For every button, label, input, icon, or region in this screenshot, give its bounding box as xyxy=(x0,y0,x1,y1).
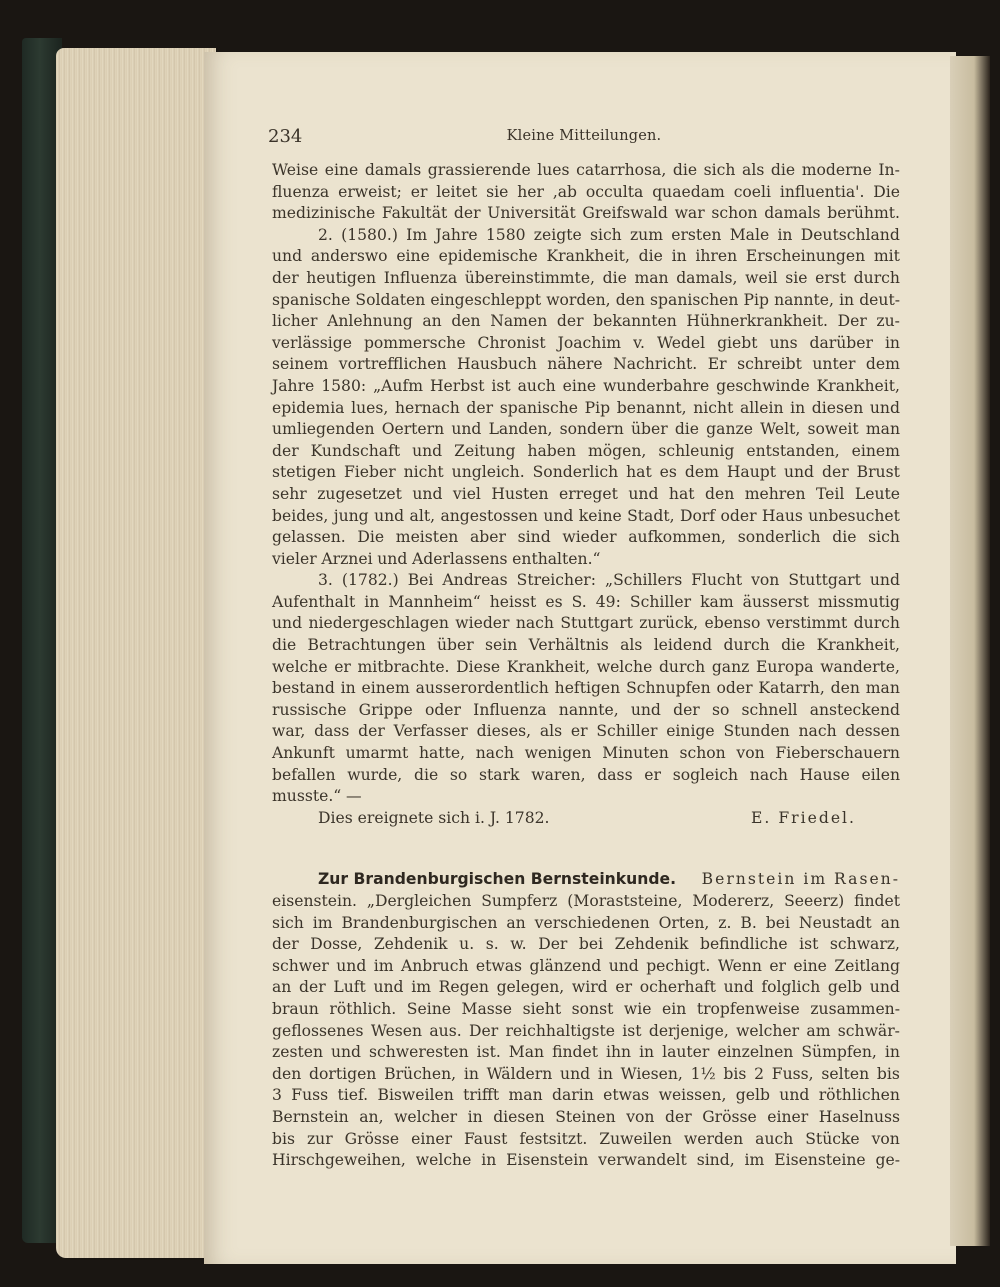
article-heading: Zur Brandenburgischen Bernsteinkunde. xyxy=(318,870,677,889)
text-line: den dortigen Brüchen, in Wäldern und in Wiesen, 1½ bis 2 Fuss, selten bis xyxy=(272,1064,900,1083)
text-line: Bernstein an, welcher in diesen Steinen von der Grösse einer Haselnuss xyxy=(272,1107,900,1126)
article-heading-line xyxy=(272,869,900,891)
text-line: Jahre 1580: „Aufm Herbst ist auch eine wunderbahre geschwinde Krankheit, xyxy=(272,376,900,395)
text-line: sehr zugesetzet und viel Husten erreget und hat den mehren Teil Leute xyxy=(272,484,900,503)
text-line: umliegenden Oertern und Landen, sondern über die ganze Welt, soweit man xyxy=(272,420,900,439)
closing-text: Dies ereignete sich i. J. 1782. xyxy=(318,808,550,827)
text-line: stetigen Fieber nicht ungleich. Sonderlich hat es dem Haupt und der Brust xyxy=(272,463,900,482)
text-line: und niedergeschlagen wieder nach Stuttgart zurück, ebenso verstimmt durch xyxy=(272,614,900,633)
facing-page-edge xyxy=(950,56,990,1246)
text-line: war, dass der Verfasser dieses, als er Schiller einige Stunden nach dessen xyxy=(272,722,900,741)
text-line: braun röthlich. Seine Masse sieht sonst wie ein tropfenweise zusammen- xyxy=(272,999,900,1018)
page-number: 234 xyxy=(268,126,303,147)
text-line: musste.“ — xyxy=(272,787,362,806)
text-line: epidemia lues, hernach der spanische Pip benannt, nicht allein in diesen und xyxy=(272,398,900,417)
text-line: verlässige pommersche Chronist Joachim v. Wedel giebt uns darüber in xyxy=(272,333,900,352)
text-line: medizinische Fakultät der Universität Greifswald war schon damals berühmt. xyxy=(272,204,900,223)
text-line: der heutigen Influenza übereinstimmte, die man damals, weil sie erst durch xyxy=(272,268,900,287)
page-header xyxy=(268,126,900,152)
text-line: sich im Brandenburgischen an verschiedenen Orten, z. B. bei Neustadt an xyxy=(272,913,900,932)
text-line: licher Anlehnung an den Namen der bekannten Hühnerkrankheit. Der zu- xyxy=(272,312,900,331)
text-line: seinem vortrefflichen Hausbuch nähere Nachricht. Er schreibt unter dem xyxy=(272,355,900,374)
text-line: gelassen. Die meisten aber sind wieder aufkommen, sonderlich die sich xyxy=(272,528,900,547)
text-line: eisenstein. „Dergleichen Sumpferz (Moraststeine, Modererz, Seeerz) findet xyxy=(272,892,900,910)
text-line: und anderswo eine epidemische Krankheit, die in ihren Erscheinungen mit xyxy=(272,247,900,266)
text-line: zesten und schweresten ist. Man findet ihn in lauter einzelnen Sümpfen, in xyxy=(272,1043,900,1062)
closing-line xyxy=(272,808,900,830)
text-line: Ankunft umarmt hatte, nach wenigen Minuten schon von Fieberschauern xyxy=(272,744,900,763)
text-line: geflossenes Wesen aus. Der reichhaltigste ist derjenige, welcher am schwär- xyxy=(272,1021,900,1040)
text-line: bis zur Grösse einer Faust festsitzt. Zuweilen werden auch Stücke von xyxy=(272,1129,900,1148)
running-head: Kleine Mitteilungen. xyxy=(506,128,662,144)
text-line: bestand in einem ausserordentlich heftigen Schnupfen oder Katarrh, den man xyxy=(272,679,900,698)
text-line: der Kundschaft und Zeitung haben mögen, schleunig entstanden, einem xyxy=(272,441,900,460)
text-line: beides, jung und alt, angestossen und keine Stadt, Dorf oder Haus unbesuchet xyxy=(272,506,900,525)
text-line: an der Luft und im Regen gelegen, wird er ocherhaft und folglich gelb und xyxy=(272,978,900,997)
text-line: 3. (1782.) Bei Andreas Streicher: „Schillers Flucht von Stuttgart und xyxy=(318,571,900,590)
text-line: welche er mitbrachte. Diese Krankheit, welche durch ganz Europa wanderte, xyxy=(272,657,900,676)
page-stack-edges xyxy=(56,48,216,1258)
text-line: 2. (1580.) Im Jahre 1580 zeigte sich zum ersten Male in Deutschland xyxy=(318,225,900,244)
text-line: der Dosse, Zehdenik u. s. w. Der bei Zehdenik befindliche ist schwarz, xyxy=(272,935,900,954)
text-line: befallen wurde, die so stark waren, dass er sogleich nach Hause eilen xyxy=(272,765,900,784)
text-line: Hirschgeweihen, welche in Eisenstein verwandelt sind, im Eisensteine ge- xyxy=(272,1151,900,1170)
text-line: vieler Arznei und Aderlassens enthalten.“ xyxy=(272,549,601,568)
body-text xyxy=(272,160,900,1172)
text-line: Bernstein im Rasen- xyxy=(701,870,900,889)
text-line: Weise eine damals grassierende lues catarrhosa, die sich als die moderne In- xyxy=(272,161,900,179)
text-line: die Betrachtungen über sein Verhältnis als leidend durch die Krankheit, xyxy=(272,636,900,655)
text-line: schwer und im Anbruch etwas glänzend und pechigt. Wenn er eine Zeitlang xyxy=(272,956,900,975)
text-line: 3 Fuss tief. Bisweilen trifft man darin etwas weissen, gelb und röthlichen xyxy=(272,1086,900,1105)
text-line: fluenza erweist; er leitet sie her ‚ab occulta quaedam coeli influentia'. Die xyxy=(272,182,900,201)
text-line: russische Grippe oder Influenza nannte, und der so schnell ansteckend xyxy=(272,700,900,719)
text-line: spanische Soldaten eingeschleppt worden, den spanischen Pip nannte, in deut- xyxy=(272,290,900,309)
section-gap xyxy=(272,829,900,869)
author-signature: E. Friedel. xyxy=(751,808,856,827)
text-line: Aufenthalt in Mannheim“ heisst es S. 49: Schiller kam äusserst missmutig xyxy=(272,592,900,611)
